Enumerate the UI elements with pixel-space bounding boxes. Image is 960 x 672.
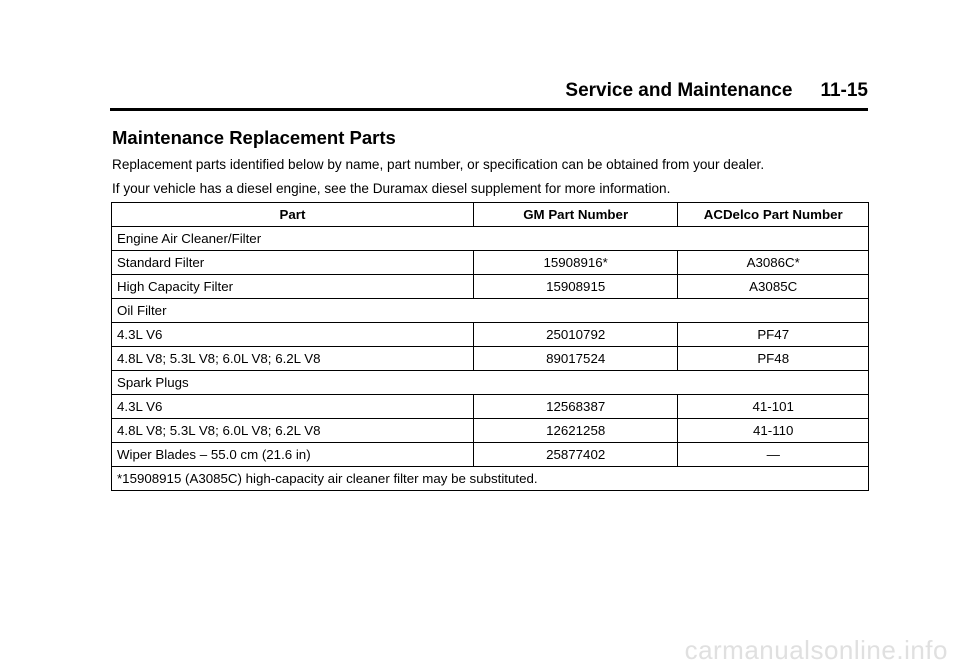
gm-part-number-cell: 15908916* — [473, 251, 678, 275]
watermark: carmanualsonline.info — [684, 635, 948, 665]
diesel-note-paragraph: If your vehicle has a diesel engine, see the Duramax diesel supplement for more information. — [112, 181, 671, 196]
group-label-cell: Oil Filter — [112, 299, 869, 323]
table-row — [112, 395, 869, 419]
header-page-number: 11-15 — [820, 80, 868, 101]
table-header-row — [112, 203, 869, 227]
table-row — [112, 251, 869, 275]
table-row — [112, 443, 869, 467]
gm-part-number-cell: 12568387 — [473, 395, 678, 419]
part-cell: Wiper Blades – 55.0 cm (21.6 in) — [112, 443, 474, 467]
acdelco-part-number-cell: 41-110 — [678, 419, 869, 443]
gm-part-number-cell: 12621258 — [473, 419, 678, 443]
table-group-row — [112, 299, 869, 323]
acdelco-part-number-cell: PF47 — [678, 323, 869, 347]
acdelco-part-number-cell: 41-101 — [678, 395, 869, 419]
table-row — [112, 347, 869, 371]
group-label-cell: Engine Air Cleaner/Filter — [112, 227, 869, 251]
acdelco-part-number-cell: PF48 — [678, 347, 869, 371]
gm-part-number-cell: 15908915 — [473, 275, 678, 299]
gm-part-number-cell: 25010792 — [473, 323, 678, 347]
parts-table-body — [112, 227, 869, 491]
table-row — [112, 419, 869, 443]
table-row — [112, 275, 869, 299]
section-title: Maintenance Replacement Parts — [112, 127, 396, 148]
acdelco-part-number-cell: — — [678, 443, 869, 467]
acdelco-part-number-cell: A3086C* — [678, 251, 869, 275]
table-row — [112, 323, 869, 347]
column-header-gm-part-number: GM Part Number — [473, 203, 678, 227]
gm-part-number-cell: 25877402 — [473, 443, 678, 467]
part-cell: Standard Filter — [112, 251, 474, 275]
column-header-acdelco-part-number: ACDelco Part Number — [678, 203, 869, 227]
table-footnote-row — [112, 467, 869, 491]
parts-table — [111, 202, 869, 491]
column-header-part: Part — [112, 203, 474, 227]
part-cell: 4.3L V6 — [112, 323, 474, 347]
table-group-row — [112, 371, 869, 395]
group-label-cell: Spark Plugs — [112, 371, 869, 395]
part-cell: 4.8L V8; 5.3L V8; 6.0L V8; 6.2L V8 — [112, 347, 474, 371]
gm-part-number-cell: 89017524 — [473, 347, 678, 371]
table-footnote: *15908915 (A3085C) high-capacity air cleaner filter may be substituted. — [112, 467, 869, 491]
intro-paragraph: Replacement parts identified below by name, part number, or specification can be obtained from your dealer. — [112, 157, 765, 172]
part-cell: High Capacity Filter — [112, 275, 474, 299]
part-cell: 4.3L V6 — [112, 395, 474, 419]
page-header — [110, 80, 868, 111]
acdelco-part-number-cell: A3085C — [678, 275, 869, 299]
part-cell: 4.8L V8; 5.3L V8; 6.0L V8; 6.2L V8 — [112, 419, 474, 443]
table-group-row — [112, 227, 869, 251]
header-section-title: Service and Maintenance — [565, 80, 793, 101]
